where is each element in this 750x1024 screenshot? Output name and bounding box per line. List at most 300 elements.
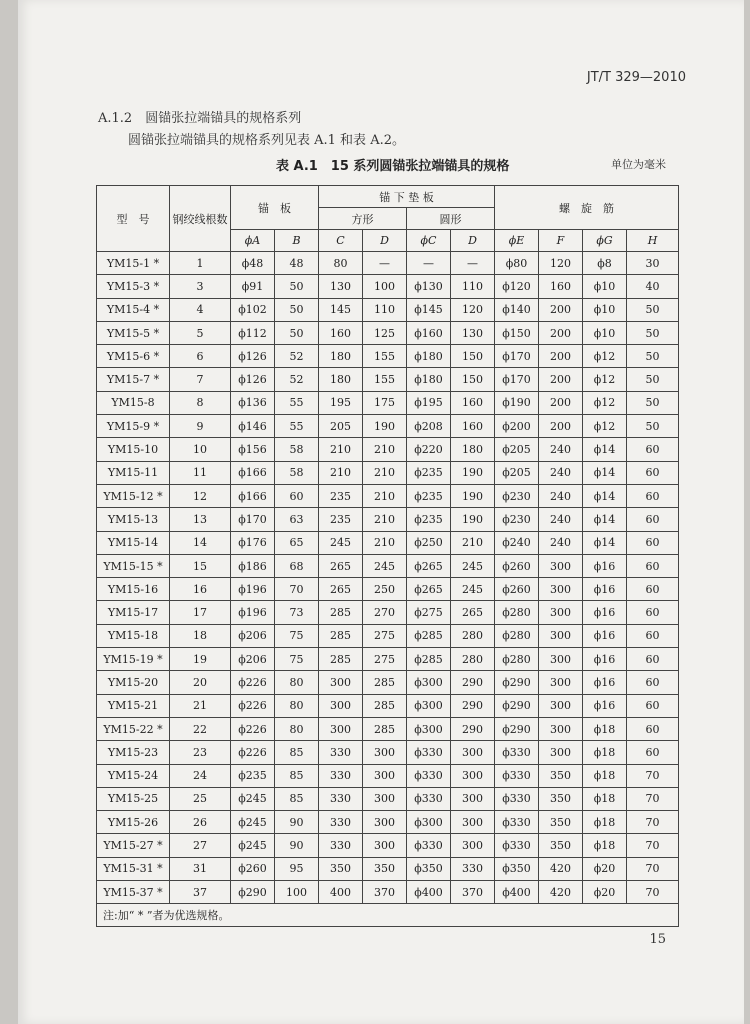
table-cell: 125: [363, 321, 407, 344]
table-cell: ϕ16: [583, 601, 627, 624]
table-cell: 180: [451, 438, 495, 461]
table-cell: 200: [539, 415, 583, 438]
table-cell: 300: [451, 811, 495, 834]
table-cell: 235: [319, 508, 363, 531]
table-cell: 160: [319, 321, 363, 344]
table-cell: ϕ300: [407, 671, 451, 694]
table-cell: 420: [539, 857, 583, 880]
table-cell: 210: [451, 531, 495, 554]
table-cell: ϕ186: [231, 554, 275, 577]
table-cell: 265: [451, 601, 495, 624]
table-note: 注:加“ * ”者为优选规格。: [97, 904, 679, 927]
table-cell: 50: [627, 321, 679, 344]
table-cell: ϕ230: [495, 508, 539, 531]
table-cell: ϕ10: [583, 298, 627, 321]
column-header: ϕE: [495, 230, 539, 252]
table-cell: 350: [319, 857, 363, 880]
table-cell: 30: [627, 252, 679, 275]
model-cell: YM15-37 *: [97, 881, 170, 904]
table-cell: ϕ280: [495, 648, 539, 671]
table-cell: ϕ300: [407, 811, 451, 834]
table-cell: 275: [363, 648, 407, 671]
table-cell: 110: [451, 275, 495, 298]
table-cell: ϕ170: [495, 368, 539, 391]
table-cell: 300: [451, 741, 495, 764]
table-cell: ϕ245: [231, 811, 275, 834]
table-cell: ϕ10: [583, 275, 627, 298]
model-cell: YM15-19 *: [97, 648, 170, 671]
table-cell: 200: [539, 321, 583, 344]
table-cell: 70: [275, 578, 319, 601]
table-cell: 245: [451, 578, 495, 601]
table-cell: ϕ330: [495, 787, 539, 810]
table-cell: 60: [627, 484, 679, 507]
table-cell: 370: [363, 881, 407, 904]
table-cell: 330: [319, 811, 363, 834]
table-cell: 58: [275, 438, 319, 461]
spec-table: [96, 185, 679, 927]
table-cell: 55: [275, 391, 319, 414]
table-cell: 160: [451, 415, 495, 438]
model-cell: YM15-4 *: [97, 298, 170, 321]
table-cell: 60: [627, 531, 679, 554]
table-cell: ϕ330: [407, 741, 451, 764]
table-cell: 155: [363, 345, 407, 368]
table-cell: ϕ160: [407, 321, 451, 344]
table-cell: ϕ180: [407, 345, 451, 368]
table-cell: 130: [451, 321, 495, 344]
table-cell: ϕ12: [583, 368, 627, 391]
model-cell: YM15-22 *: [97, 717, 170, 740]
section-text: 圆锚张拉端锚具的规格系列见表 A.1 和表 A.2。: [128, 133, 405, 148]
table-cell: 18: [170, 624, 231, 647]
table-cell: 300: [539, 601, 583, 624]
table-cell: ϕ290: [231, 881, 275, 904]
header-bearing-plate: 锚 下 垫 板: [319, 186, 495, 208]
table-cell: 52: [275, 345, 319, 368]
table-row: [97, 368, 679, 391]
table-cell: 27: [170, 834, 231, 857]
column-header: ϕA: [231, 230, 275, 252]
table-cell: 75: [275, 648, 319, 671]
table-cell: —: [363, 252, 407, 275]
table-cell: 85: [275, 741, 319, 764]
table-cell: 7: [170, 368, 231, 391]
model-cell: YM15-25: [97, 787, 170, 810]
table-cell: 420: [539, 881, 583, 904]
table-cell: ϕ48: [231, 252, 275, 275]
table-cell: ϕ300: [407, 694, 451, 717]
model-cell: YM15-18: [97, 624, 170, 647]
model-cell: YM15-5 *: [97, 321, 170, 344]
model-cell: YM15-16: [97, 578, 170, 601]
table-cell: —: [451, 252, 495, 275]
table-cell: 350: [363, 857, 407, 880]
table-cell: ϕ290: [495, 694, 539, 717]
table-cell: ϕ176: [231, 531, 275, 554]
table-cell: 8: [170, 391, 231, 414]
table-cell: ϕ130: [407, 275, 451, 298]
table-cell: 175: [363, 391, 407, 414]
table-cell: 210: [319, 438, 363, 461]
table-cell: 19: [170, 648, 231, 671]
model-cell: YM15-7 *: [97, 368, 170, 391]
table-cell: ϕ8: [583, 252, 627, 275]
table-cell: 80: [275, 671, 319, 694]
table-cell: 65: [275, 531, 319, 554]
table-cell: —: [407, 252, 451, 275]
table-cell: ϕ235: [407, 508, 451, 531]
table-cell: ϕ205: [495, 461, 539, 484]
table-cell: 50: [627, 415, 679, 438]
table-cell: ϕ16: [583, 648, 627, 671]
table-cell: 300: [363, 741, 407, 764]
table-cell: 300: [363, 787, 407, 810]
table-cell: 265: [319, 554, 363, 577]
table-cell: 285: [319, 624, 363, 647]
table-cell: 100: [275, 881, 319, 904]
table-cell: 150: [451, 345, 495, 368]
table-cell: ϕ18: [583, 741, 627, 764]
table-cell: 240: [539, 508, 583, 531]
table-cell: ϕ10: [583, 321, 627, 344]
table-cell: 11: [170, 461, 231, 484]
table-cell: 90: [275, 811, 319, 834]
model-cell: YM15-21: [97, 694, 170, 717]
table-cell: 22: [170, 717, 231, 740]
table-cell: ϕ206: [231, 648, 275, 671]
table-cell: 285: [363, 694, 407, 717]
table-cell: 60: [275, 484, 319, 507]
table-cell: 60: [627, 648, 679, 671]
table-cell: 150: [451, 368, 495, 391]
table-cell: 275: [363, 624, 407, 647]
table-cell: 130: [319, 275, 363, 298]
table-row: [97, 834, 679, 857]
table-cell: 290: [451, 717, 495, 740]
table-cell: ϕ16: [583, 578, 627, 601]
table-cell: 330: [319, 741, 363, 764]
table-cell: ϕ265: [407, 578, 451, 601]
table-row: [97, 624, 679, 647]
table-cell: 190: [451, 461, 495, 484]
table-cell: ϕ14: [583, 438, 627, 461]
column-header: H: [627, 230, 679, 252]
table-cell: 85: [275, 787, 319, 810]
header-strands: 钢绞线根数: [170, 186, 231, 252]
table-cell: 160: [539, 275, 583, 298]
table-cell: 330: [319, 787, 363, 810]
table-cell: 12: [170, 484, 231, 507]
table-cell: ϕ16: [583, 671, 627, 694]
table-row: [97, 391, 679, 414]
table-cell: ϕ330: [495, 811, 539, 834]
model-cell: YM15-8: [97, 391, 170, 414]
model-cell: YM15-24: [97, 764, 170, 787]
table-cell: ϕ102: [231, 298, 275, 321]
table-cell: ϕ260: [231, 857, 275, 880]
table-cell: 100: [363, 275, 407, 298]
table-cell: 330: [319, 834, 363, 857]
table-cell: 240: [539, 461, 583, 484]
table-cell: 270: [363, 601, 407, 624]
table-cell: ϕ240: [495, 531, 539, 554]
table-cell: 300: [539, 717, 583, 740]
table-cell: 60: [627, 624, 679, 647]
table-cell: 15: [170, 554, 231, 577]
table-cell: 280: [451, 624, 495, 647]
table-cell: 300: [319, 694, 363, 717]
table-cell: 350: [539, 811, 583, 834]
table-cell: 23: [170, 741, 231, 764]
model-cell: YM15-9 *: [97, 415, 170, 438]
table-row: [97, 345, 679, 368]
table-cell: 300: [539, 741, 583, 764]
table-cell: ϕ400: [495, 881, 539, 904]
column-header: D: [451, 230, 495, 252]
table-cell: 9: [170, 415, 231, 438]
table-cell: 300: [539, 578, 583, 601]
table-row: [97, 438, 679, 461]
table-cell: 300: [539, 624, 583, 647]
table-row: [97, 694, 679, 717]
table-cell: 330: [451, 857, 495, 880]
table-cell: 21: [170, 694, 231, 717]
table-cell: 60: [627, 508, 679, 531]
table-row: [97, 881, 679, 904]
table-cell: ϕ280: [495, 624, 539, 647]
table-cell: ϕ200: [495, 415, 539, 438]
table-cell: 85: [275, 764, 319, 787]
header-model: 型 号: [97, 186, 170, 252]
table-cell: 300: [363, 811, 407, 834]
table-cell: 31: [170, 857, 231, 880]
model-cell: YM15-13: [97, 508, 170, 531]
table-cell: 200: [539, 345, 583, 368]
table-cell: ϕ14: [583, 461, 627, 484]
header-anchor-plate: 锚 板: [231, 186, 319, 230]
table-cell: ϕ180: [407, 368, 451, 391]
table-cell: 70: [627, 787, 679, 810]
table-cell: 50: [627, 391, 679, 414]
table-cell: 240: [539, 531, 583, 554]
table-cell: 265: [319, 578, 363, 601]
table-cell: ϕ330: [407, 834, 451, 857]
table-cell: 70: [627, 881, 679, 904]
table-cell: 285: [363, 671, 407, 694]
table-cell: 60: [627, 717, 679, 740]
table-cell: 52: [275, 368, 319, 391]
header-spiral: 螺 旋 筋: [495, 186, 679, 230]
table-cell: ϕ275: [407, 601, 451, 624]
table-cell: ϕ112: [231, 321, 275, 344]
table-cell: 200: [539, 368, 583, 391]
table-cell: 80: [275, 694, 319, 717]
table-cell: 4: [170, 298, 231, 321]
table-cell: 290: [451, 694, 495, 717]
model-cell: YM15-15 *: [97, 554, 170, 577]
table-cell: ϕ220: [407, 438, 451, 461]
table-cell: ϕ265: [407, 554, 451, 577]
header-square: 方形: [319, 208, 407, 230]
table-cell: 330: [319, 764, 363, 787]
table-cell: ϕ330: [407, 764, 451, 787]
table-cell: ϕ235: [407, 484, 451, 507]
table-cell: 48: [275, 252, 319, 275]
table-cell: 235: [319, 484, 363, 507]
table-cell: ϕ20: [583, 881, 627, 904]
table-cell: 40: [627, 275, 679, 298]
table-cell: 200: [539, 391, 583, 414]
table-cell: ϕ330: [495, 764, 539, 787]
model-cell: YM15-31 *: [97, 857, 170, 880]
table-cell: 245: [319, 531, 363, 554]
table-row: [97, 531, 679, 554]
table-cell: ϕ12: [583, 345, 627, 368]
table-cell: 60: [627, 741, 679, 764]
table-cell: ϕ350: [407, 857, 451, 880]
table-row: [97, 275, 679, 298]
table-cell: 60: [627, 438, 679, 461]
standard-code: JT/T 329—2010: [586, 70, 686, 85]
table-cell: 55: [275, 415, 319, 438]
table-cell: ϕ12: [583, 415, 627, 438]
table-cell: 300: [363, 834, 407, 857]
table-cell: 50: [627, 345, 679, 368]
table-cell: 16: [170, 578, 231, 601]
table-cell: 14: [170, 531, 231, 554]
table-cell: 13: [170, 508, 231, 531]
model-cell: YM15-23: [97, 741, 170, 764]
table-cell: 300: [319, 717, 363, 740]
model-cell: YM15-11: [97, 461, 170, 484]
table-cell: ϕ150: [495, 321, 539, 344]
table-cell: 60: [627, 578, 679, 601]
model-cell: YM15-26: [97, 811, 170, 834]
table-cell: 285: [319, 648, 363, 671]
table-cell: 24: [170, 764, 231, 787]
model-cell: YM15-14: [97, 531, 170, 554]
table-cell: ϕ350: [495, 857, 539, 880]
table-cell: 160: [451, 391, 495, 414]
table-cell: 50: [275, 275, 319, 298]
table-cell: 350: [539, 834, 583, 857]
table-cell: 120: [539, 252, 583, 275]
table-cell: ϕ245: [231, 834, 275, 857]
table-cell: 245: [363, 554, 407, 577]
table-cell: 73: [275, 601, 319, 624]
table-cell: ϕ196: [231, 578, 275, 601]
table-cell: ϕ195: [407, 391, 451, 414]
table-cell: 70: [627, 857, 679, 880]
table-cell: 75: [275, 624, 319, 647]
table-cell: ϕ166: [231, 461, 275, 484]
table-cell: 6: [170, 345, 231, 368]
table-cell: ϕ170: [231, 508, 275, 531]
table-cell: ϕ230: [495, 484, 539, 507]
table-cell: 80: [319, 252, 363, 275]
table-cell: ϕ300: [407, 717, 451, 740]
table-cell: 210: [363, 484, 407, 507]
model-cell: YM15-10: [97, 438, 170, 461]
table-cell: 70: [627, 811, 679, 834]
table-cell: ϕ18: [583, 834, 627, 857]
table-cell: 210: [363, 438, 407, 461]
table-cell: ϕ250: [407, 531, 451, 554]
table-cell: ϕ120: [495, 275, 539, 298]
column-header: B: [275, 230, 319, 252]
table-row: [97, 252, 679, 275]
table-cell: 210: [363, 508, 407, 531]
table-cell: ϕ18: [583, 787, 627, 810]
table-cell: 70: [627, 764, 679, 787]
table-row: [97, 298, 679, 321]
table-cell: ϕ126: [231, 345, 275, 368]
table-row: [97, 787, 679, 810]
table-cell: ϕ16: [583, 694, 627, 717]
table-cell: 90: [275, 834, 319, 857]
table-cell: 240: [539, 438, 583, 461]
page-number: 15: [649, 932, 666, 947]
table-cell: 60: [627, 461, 679, 484]
table-cell: 285: [363, 717, 407, 740]
table-row: [97, 601, 679, 624]
table-cell: 50: [627, 368, 679, 391]
table-cell: ϕ18: [583, 717, 627, 740]
table-cell: 37: [170, 881, 231, 904]
table-cell: 300: [319, 671, 363, 694]
table-cell: ϕ146: [231, 415, 275, 438]
table-cell: ϕ235: [231, 764, 275, 787]
table-row: [97, 648, 679, 671]
column-header: C: [319, 230, 363, 252]
table-cell: ϕ208: [407, 415, 451, 438]
table-cell: 17: [170, 601, 231, 624]
table-cell: 200: [539, 298, 583, 321]
table-row: [97, 764, 679, 787]
model-cell: YM15-6 *: [97, 345, 170, 368]
table-cell: 300: [539, 554, 583, 577]
table-cell: 60: [627, 554, 679, 577]
table-cell: 180: [319, 345, 363, 368]
table-cell: 63: [275, 508, 319, 531]
table-cell: ϕ285: [407, 648, 451, 671]
table-cell: ϕ14: [583, 484, 627, 507]
table-cell: ϕ330: [407, 787, 451, 810]
model-cell: YM15-3 *: [97, 275, 170, 298]
table-cell: 300: [363, 764, 407, 787]
table-row: [97, 461, 679, 484]
table-cell: 5: [170, 321, 231, 344]
table-cell: 25: [170, 787, 231, 810]
table-cell: ϕ330: [495, 741, 539, 764]
table-cell: ϕ290: [495, 671, 539, 694]
table-cell: ϕ196: [231, 601, 275, 624]
table-cell: 300: [451, 834, 495, 857]
model-cell: YM15-1 *: [97, 252, 170, 275]
table-cell: 400: [319, 881, 363, 904]
table-cell: 80: [275, 717, 319, 740]
table-title: 表 A.1 15 系列圆锚张拉端锚具的规格: [276, 159, 510, 174]
model-cell: YM15-17: [97, 601, 170, 624]
table-cell: 370: [451, 881, 495, 904]
table-cell: ϕ145: [407, 298, 451, 321]
table-cell: 205: [319, 415, 363, 438]
table-row: [97, 508, 679, 531]
table-cell: ϕ190: [495, 391, 539, 414]
table-cell: 155: [363, 368, 407, 391]
table-row: [97, 717, 679, 740]
